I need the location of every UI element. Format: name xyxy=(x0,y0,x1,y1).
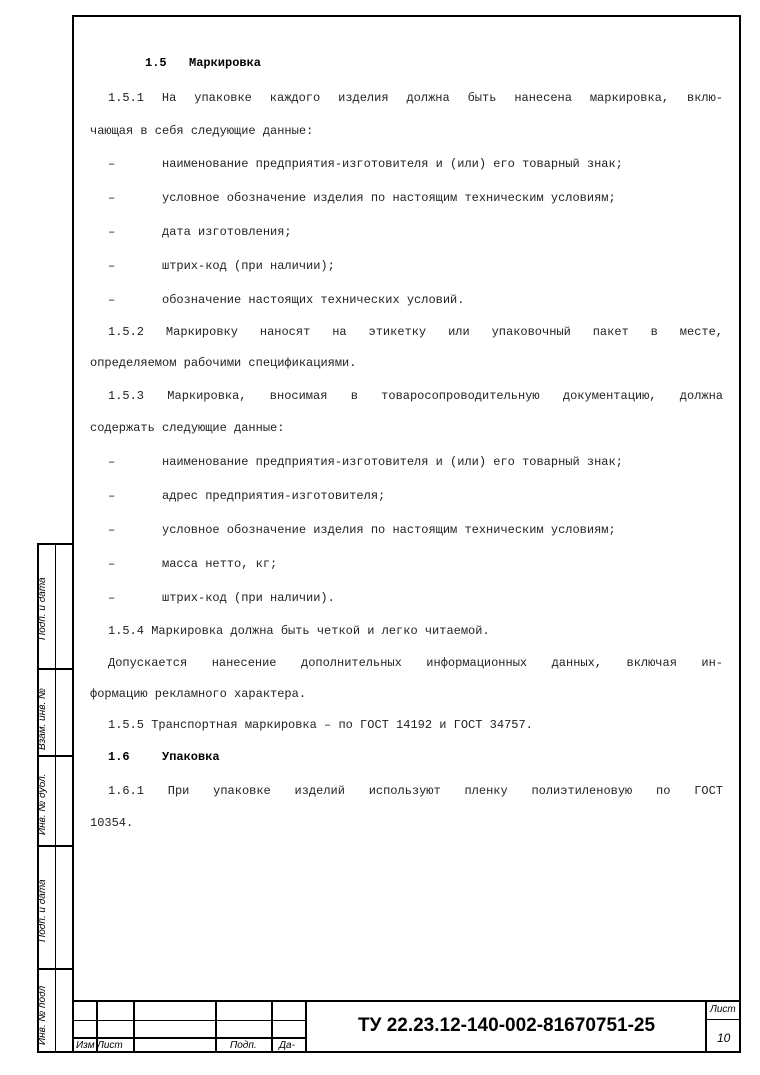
list-item: штрих-код (при наличии). xyxy=(162,591,335,605)
list-dash: – xyxy=(108,523,116,537)
margin-label-replacement-inventory: Взам. инв. № xyxy=(37,688,48,750)
title-block-row-line xyxy=(705,1019,741,1020)
list-item: обозначение настоящих технических условий. xyxy=(162,293,465,307)
section-1-5-title: Маркировка xyxy=(189,56,262,70)
paragraph-additional-line2: формацию рекламного характера. xyxy=(90,687,307,701)
list-item: наименование предприятия-изготовителя и (или) его товарный знак; xyxy=(162,455,623,469)
list-dash: – xyxy=(108,489,116,503)
title-block-divider xyxy=(271,1002,273,1053)
list-item: штрих-код (при наличии); xyxy=(162,259,335,273)
list-dash: – xyxy=(108,225,116,239)
paragraph-1-5-2-line1: 1.5.2 Маркировку наносят на этикетку или упаковочный пакет в месте, xyxy=(108,325,723,339)
list-dash: – xyxy=(108,191,116,205)
list-dash: – xyxy=(108,557,116,571)
paragraph-1-6-1-line1: 1.6.1 При упаковке изделий используют пленку полиэтиленовую по ГОСТ xyxy=(108,784,723,798)
margin-label-signature-date-2: Подп. и дата xyxy=(37,879,48,942)
list-dash: – xyxy=(108,259,116,273)
margin-separator xyxy=(39,845,74,847)
list-item: дата изготовления; xyxy=(162,225,292,239)
margin-label-signature-date: Подп. и дата xyxy=(37,577,48,640)
stamp-sheet-label: Лист xyxy=(710,1004,736,1015)
stamp-label-sheet: Лист xyxy=(97,1040,123,1051)
margin-label-original-inventory: Инв. № подл xyxy=(37,985,48,1045)
list-item: адрес предприятия-изготовителя; xyxy=(162,489,386,503)
paragraph-1-5-3-line2: содержать следующие данные: xyxy=(90,421,285,435)
paragraph-1-5-2-line2: определяемом рабочими спецификациями. xyxy=(90,356,357,370)
paragraph-additional-line1: Допускается нанесение дополнительных информационных данных, включая ин- xyxy=(108,656,723,670)
paragraph-1-5-3-line1: 1.5.3 Маркировка, вносимая в товаросопроводительную документацию, должна xyxy=(108,389,723,403)
paragraph-1-5-1-line2: чающая в себя следующие данные: xyxy=(90,124,314,138)
list-dash: – xyxy=(108,293,116,307)
title-block-row-line xyxy=(72,1037,307,1039)
section-1-6-number: 1.6 xyxy=(108,750,130,764)
paragraph-1-6-1-line2: 10354. xyxy=(90,816,134,830)
document-number: ТУ 22.23.12-140-002-81670751-25 xyxy=(358,1015,656,1036)
paragraph-1-5-1-line1: 1.5.1 На упаковке каждого изделия должна быть нанесена маркировка, вклю- xyxy=(108,91,723,105)
stamp-label-signature: Подп. xyxy=(230,1040,257,1051)
title-block-divider xyxy=(705,1002,707,1053)
list-dash: – xyxy=(108,455,116,469)
list-item: условное обозначение изделия по настоящим техническим условиям; xyxy=(162,191,616,205)
list-item: наименование предприятия-изготовителя и (или) его товарный знак; xyxy=(162,157,623,171)
list-dash: – xyxy=(108,157,116,171)
margin-separator xyxy=(39,668,74,670)
list-item: масса нетто, кг; xyxy=(162,557,278,571)
paragraph-1-5-4: 1.5.4 Маркировка должна быть четкой и легко читаемой. xyxy=(108,624,490,638)
list-item: условное обозначение изделия по настоящим техническим условиям; xyxy=(162,523,616,537)
margin-separator xyxy=(39,755,74,757)
margin-label-duplicate-inventory: Инв. № дубл. xyxy=(37,773,48,835)
section-1-5-number: 1.5 xyxy=(145,56,167,70)
margin-separator xyxy=(39,968,74,970)
stamp-label-date: Да- xyxy=(279,1040,295,1051)
title-block-divider xyxy=(133,1002,135,1053)
list-dash: – xyxy=(108,591,116,605)
title-block-row-line xyxy=(72,1020,307,1021)
section-1-6-title: Упаковка xyxy=(162,750,220,764)
title-block-divider xyxy=(215,1002,217,1053)
margin-divider xyxy=(55,545,56,1051)
sheet-number: 10 xyxy=(717,1031,731,1045)
stamp-label-change: Изм xyxy=(76,1040,95,1051)
title-block-divider xyxy=(305,1002,307,1053)
paragraph-1-5-5: 1.5.5 Транспортная маркировка – по ГОСТ 14192 и ГОСТ 34757. xyxy=(108,718,533,732)
